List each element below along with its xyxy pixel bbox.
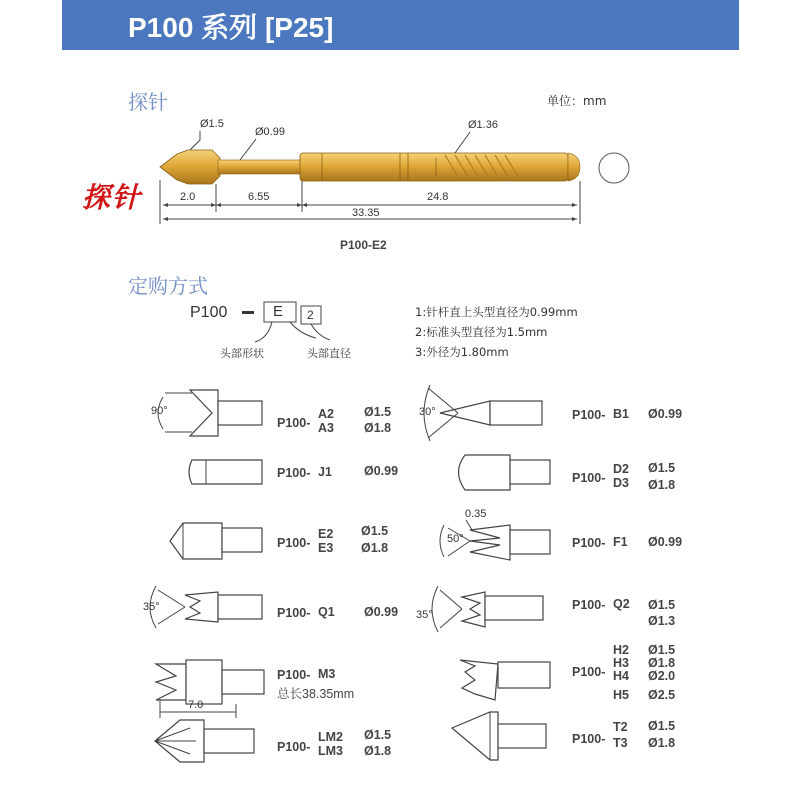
tip-h-sub-1: H2 — [613, 643, 629, 657]
tip-q1-dia-1: Ø0.99 — [364, 605, 399, 619]
tip-j-drawing — [189, 460, 262, 484]
dim-head-dia: Ø1.5 — [200, 118, 224, 130]
tip-e-prefix: P100- — [277, 536, 311, 550]
tip-h-prefix: P100- — [572, 665, 606, 679]
tip-q1-sub-1: Q1 — [318, 605, 335, 619]
tip-q2-angle: 35° — [416, 609, 433, 621]
probe-model: P100-E2 — [340, 238, 387, 252]
tip-a-dia-2: Ø1.8 — [364, 421, 392, 435]
tip-h-dia-3: Ø2.0 — [648, 669, 676, 683]
tip-b-sub-1: B1 — [613, 407, 629, 421]
tip-q1-prefix: P100- — [277, 606, 311, 620]
tip-e-drawing — [170, 523, 262, 559]
dim-plunger-dia: Ø0.99 — [255, 126, 285, 138]
unit-label: 单位：mm — [547, 94, 607, 108]
dim-len-c: 24.8 — [427, 191, 449, 203]
order-section-title: 定购方式 — [128, 274, 208, 298]
tip-q1-drawing — [150, 586, 262, 628]
tip-a-sub-2: A3 — [318, 421, 334, 435]
tip-h-sub-3: H4 — [613, 669, 629, 683]
tip-m3-dim: 7.0 — [188, 699, 204, 711]
tip-q2-dia-1: Ø1.5 — [648, 598, 676, 612]
tip-j-sub-1: J1 — [318, 465, 332, 479]
tip-q2-drawing — [432, 586, 543, 632]
tip-lm-sub-2: LM3 — [318, 744, 343, 758]
tip-lm-dia-1: Ø1.5 — [364, 728, 392, 742]
tip-t-drawing — [452, 712, 546, 760]
tip-f-extra: 0.35 — [465, 508, 487, 520]
tip-d-prefix: P100- — [572, 471, 606, 485]
tip-t-dia-2: Ø1.8 — [648, 736, 676, 750]
tip-lm-sub-1: LM2 — [318, 730, 343, 744]
tip-j-prefix: P100- — [277, 466, 311, 480]
tip-q1-angle: 35° — [143, 601, 160, 613]
tip-h-dia-4: Ø2.5 — [648, 688, 676, 702]
tip-b-dia-1: Ø0.99 — [648, 407, 683, 421]
order-note-2: 2:标准头型直径为1.5mm — [415, 325, 548, 339]
tip-d-dia-2: Ø1.8 — [648, 478, 676, 492]
tip-q2-dia-2: Ø1.3 — [648, 614, 676, 628]
tip-f-angle: 50° — [447, 533, 464, 545]
probe-red-label: 探针 — [82, 181, 143, 214]
tip-m3-total: 总长38.35mm — [277, 687, 355, 701]
tip-h-sub-2: H3 — [613, 656, 629, 670]
tip-a-dia-1: Ø1.5 — [364, 405, 392, 419]
tip-e-dia-2: Ø1.8 — [361, 541, 389, 555]
tip-h-dia-2: Ø1.8 — [648, 656, 676, 670]
tip-t-prefix: P100- — [572, 732, 606, 746]
tip-d-sub-2: D3 — [613, 476, 629, 490]
tip-j-dia-1: Ø0.99 — [364, 464, 399, 478]
order-note-1: 1:针杆直上头型直径为0.99mm — [415, 305, 578, 319]
tip-m3-prefix: P100- — [277, 668, 311, 682]
tip-f-prefix: P100- — [572, 536, 606, 550]
tip-b-drawing — [424, 385, 542, 441]
tip-d-dia-1: Ø1.5 — [648, 461, 676, 475]
page-title: P100 系列 [P25] — [128, 12, 334, 43]
tip-d-sub-1: D2 — [613, 462, 629, 476]
tip-q2-prefix: P100- — [572, 598, 606, 612]
tip-f-sub-1: F1 — [613, 535, 628, 549]
tip-t-dia-1: Ø1.5 — [648, 719, 676, 733]
dim-len-a: 2.0 — [180, 191, 196, 203]
tip-m3-sub-1: M3 — [318, 667, 336, 681]
dim-len-b: 6.55 — [248, 191, 270, 203]
tip-lm-dia-2: Ø1.8 — [364, 744, 392, 758]
tip-a-prefix: P100- — [277, 416, 311, 430]
tip-lm-drawing — [155, 720, 254, 762]
tip-d-drawing — [459, 455, 551, 490]
order-box-head: E — [273, 303, 284, 320]
tip-lm-prefix: P100- — [277, 740, 311, 754]
tip-t-sub-1: T2 — [613, 720, 628, 734]
tip-f-dia-1: Ø0.99 — [648, 535, 683, 549]
tip-h-drawing — [460, 660, 550, 700]
tip-b-prefix: P100- — [572, 408, 606, 422]
tip-e-sub-2: E3 — [318, 541, 334, 555]
tip-q2-sub-1: Q2 — [613, 597, 630, 611]
tip-m3-drawing — [156, 660, 264, 718]
tip-a-drawing — [158, 390, 262, 436]
probe-section-title: 探针 — [128, 90, 168, 114]
order-box-num: 2 — [307, 308, 314, 322]
tip-b-angle: 30° — [419, 406, 436, 418]
tip-a-sub-1: A2 — [318, 407, 334, 421]
tip-e-dia-1: Ø1.5 — [361, 524, 389, 538]
order-note-3: 3:外径为1.80mm — [415, 345, 509, 359]
tip-t-sub-2: T3 — [613, 736, 628, 750]
order-prefix: P100 — [190, 304, 228, 321]
tip-e-sub-1: E2 — [318, 527, 334, 541]
order-label-shape: 头部形状 — [220, 347, 264, 360]
tip-a-angle: 90° — [151, 405, 168, 417]
dim-barrel-dia: Ø1.36 — [468, 119, 498, 131]
tip-h-sub-4: H5 — [613, 688, 629, 702]
dim-total: 33.35 — [352, 207, 380, 219]
order-label-dia: 头部直径 — [307, 347, 351, 360]
tip-h-dia-1: Ø1.5 — [648, 643, 676, 657]
